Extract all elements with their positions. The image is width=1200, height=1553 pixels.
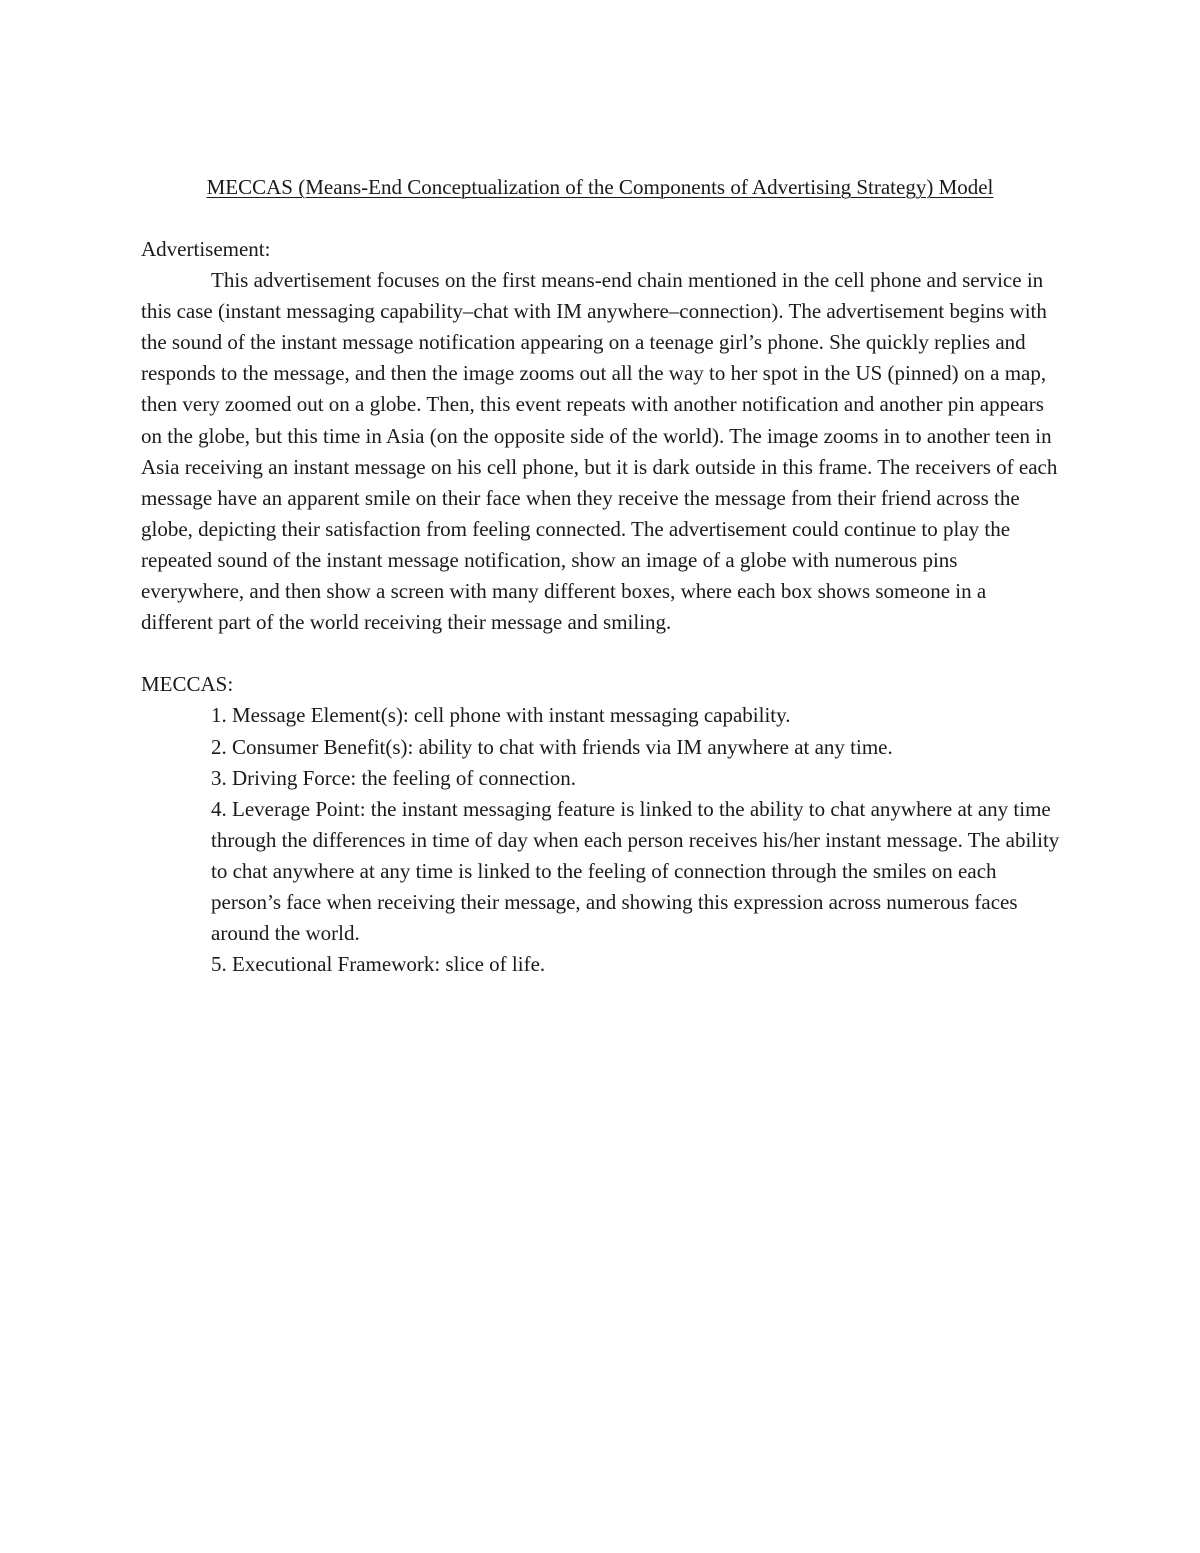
document-title: MECCAS (Means-End Conceptualization of the Components of Advertising Strategy) Model (206, 175, 994, 199)
section-spacer (141, 638, 1061, 669)
meccas-item-message-element: 1. Message Element(s): cell phone with instant messaging capability. (211, 703, 791, 728)
meccas-list (141, 700, 1061, 980)
meccas-item-driving-force: 3. Driving Force: the feeling of connection. (211, 765, 577, 790)
meccas-item-executional-framework: 5. Executional Framework: slice of life. (211, 952, 546, 977)
advertisement-paragraph: This advertisement focuses on the first means-end chain mentioned in the cell phone and service in this case (instant messaging capability–chat with IM anywhere–connection). The advertisement begins with the sound of the instant message notification appearing on a teenage girl’s phone. She quickly replies and responds to the message, and then the image zooms out all the way to her spot in the US (pinned) on a map, then very zoomed out on a globe. Then, this event repeats with another notification and another pin appears on the globe, but this time in Asia (on the opposite side of the world). The image zooms in to another teen in Asia receiving an instant message on his cell phone, but it is dark outside in this frame. The receivers of each message have an apparent smile on their face when they receive the message from their friend across the globe, depicting their satisfaction from feeling connected. The advertisement could continue to play the repeated sound of the instant message notification, show an image of a globe with numerous pins everywhere, and then show a screen with many different boxes, where each box shows someone in a different part of the world receiving their message and smiling. (141, 268, 1058, 635)
document-body (141, 234, 1061, 980)
meccas-item-leverage-point: 4. Leverage Point: the instant messaging feature is linked to the ability to chat anywhere at any time through the differences in time of day when each person receives his/her instant message. The ability to chat anywhere at any time is linked to the feeling of connection through the smiles on each person’s face when receiving their message, and showing this expression across numerous faces around the world. (211, 796, 1060, 946)
advertisement-label: Advertisement: (141, 237, 271, 261)
meccas-item-consumer-benefit: 2. Consumer Benefit(s): ability to chat with friends via IM anywhere at any time. (211, 734, 893, 759)
meccas-label: MECCAS: (141, 672, 234, 697)
